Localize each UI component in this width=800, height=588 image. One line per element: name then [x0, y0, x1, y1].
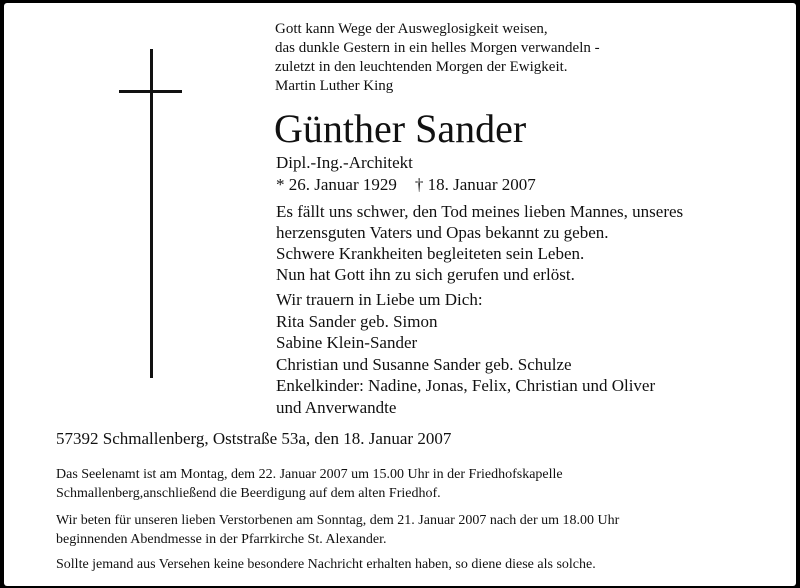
info-line: Sollte jemand aus Versehen keine besondere Nachricht erhalten haben, so diene diese als solche. — [56, 557, 596, 572]
cross-icon-bar — [119, 90, 182, 93]
obituary-notice — [4, 3, 796, 586]
mourner-line: Rita Sander geb. Simon — [276, 311, 438, 331]
quote-line: Gott kann Wege der Ausweglosigkeit weisen, — [275, 21, 548, 37]
info-line: beginnenden Abendmesse in der Pfarrkirche St. Alexander. — [56, 532, 387, 547]
announcement-line: Schwere Krankheiten begleiteten sein Leben. — [276, 244, 585, 263]
deceased-name: Günther Sander — [274, 106, 527, 151]
birth-date: * 26. Januar 1929 — [276, 175, 397, 194]
mourners-list — [276, 289, 655, 418]
prayer-info — [56, 511, 619, 549]
info-line: Schmallenberg,anschließend die Beerdigung auf dem alten Friedhof. — [56, 486, 441, 501]
announcement-text — [276, 201, 683, 285]
info-line: Wir beten für unseren lieben Verstorbenen am Sonntag, dem 21. Januar 2007 nach der um 18.00 Uhr — [56, 513, 620, 528]
quote-block — [275, 20, 600, 96]
mourner-line: Sabine Klein-Sander — [276, 333, 418, 352]
funeral-info — [56, 465, 563, 503]
quote-author: Martin Luther King — [275, 78, 394, 94]
quote-line: das dunkle Gestern in ein helles Morgen verwandeln - — [275, 40, 600, 56]
announcement-line: Nun hat Gott ihn zu sich gerufen und erlöst. — [276, 265, 575, 284]
info-line: Das Seelenamt ist am Montag, dem 22. Januar 2007 um 15.00 Uhr in der Friedhofskapelle — [56, 467, 563, 482]
announcement-line: herzensguten Vaters und Opas bekannt zu geben. — [276, 223, 609, 242]
mourner-line: Enkelkinder: Nadine, Jonas, Felix, Christian und Oliver — [276, 376, 656, 395]
mourner-line: und Anverwandte — [276, 397, 397, 417]
place-date: 57392 Schmallenberg, Oststraße 53a, den 18. Januar 2007 — [56, 429, 452, 448]
cross-icon — [150, 49, 153, 378]
closing-note — [56, 555, 596, 574]
deceased-title: Dipl.-Ing.-Architekt — [276, 153, 413, 172]
death-date: † 18. Januar 2007 — [414, 175, 536, 194]
mourner-line: Christian und Susanne Sander geb. Schulze — [276, 354, 572, 374]
announcement-line: Es fällt uns schwer, den Tod meines lieben Mannes, unseres — [276, 202, 684, 221]
life-dates — [276, 175, 536, 195]
mourners-heading: Wir trauern in Liebe um Dich: — [276, 290, 483, 309]
quote-line: zuletzt in den leuchtenden Morgen der Ewigkeit. — [275, 59, 568, 75]
